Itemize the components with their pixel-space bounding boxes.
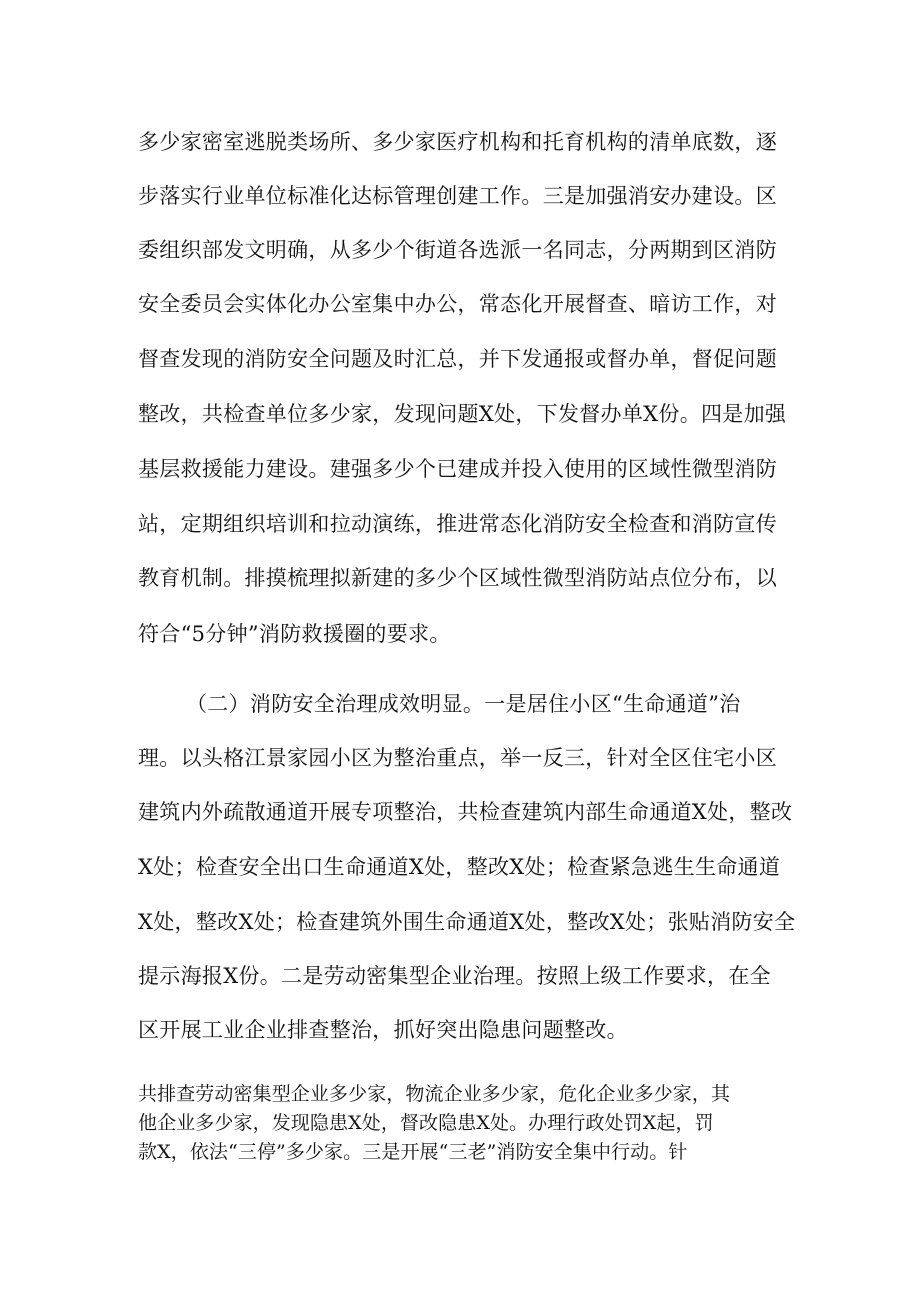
paragraph-1-line-10: 符合“5分钟”消防救援圈的要求。 bbox=[138, 622, 451, 646]
paragraph-3-line-2: 他企业多少家，发现隐患X处，督改隐患X处。办理行政处罚X起，罚 bbox=[138, 1112, 714, 1134]
paragraph-1-line-9: 教育机制。排摸梳理拟新建的多少个区域性微型消防站点位分布，以 bbox=[138, 566, 777, 590]
paragraph-1-line-4: 安全委员会实体化办公室集中办公，常态化开展督查、暗访工作，对 bbox=[138, 292, 777, 316]
paragraph-2-line-2: 理。以头格江景家园小区为整治重点，举一反三，针对全区住宅小区 bbox=[138, 746, 777, 770]
paragraph-1-line-7: 基层救援能力建设。建强多少个已建成并投入使用的区域性微型消防 bbox=[138, 457, 777, 481]
paragraph-2-line-7: 区开展工业企业排查整治，抓好突出隐患问题整改。 bbox=[138, 1018, 628, 1042]
paragraph-2-line-5: X处，整改X处；检查建筑外围生命通道X处，整改X处；张贴消防安全 bbox=[138, 910, 796, 934]
paragraph-2-line-6: 提示海报X份。二是劳动密集型企业治理。按照上级工作要求，在全 bbox=[138, 964, 771, 988]
paragraph-1-line-6: 整改，共检查单位多少家，发现问题X处，下发督办单X份。四是加强 bbox=[138, 402, 787, 426]
paragraph-1-line-5: 督查发现的消防安全问题及时汇总，并下发通报或督办单，督促问题 bbox=[138, 347, 777, 371]
paragraph-1-line-8: 站，定期组织培训和拉动演练，推进常态化消防安全检查和消防宣传 bbox=[138, 512, 777, 536]
paragraph-1-line-3: 委组织部发文明确，从多少个街道各选派一名同志，分两期到区消防 bbox=[138, 238, 777, 262]
paragraph-2-line-3: 建筑内外疏散通道开展专项整治，共检查建筑内部生命通道X处，整改 bbox=[138, 800, 793, 824]
paragraph-3-line-1: 共排查劳动密集型企业多少家，物流企业多少家，危化企业多少家，其 bbox=[138, 1083, 731, 1105]
paragraph-3-line-3: 款X，依法“三停”多少家。三是开展“三老”消防安全集中行动。针 bbox=[138, 1141, 688, 1163]
paragraph-1-line-1: 多少家密室逃脱类场所、多少家医疗机构和托育机构的清单底数，逐 bbox=[138, 130, 777, 154]
paragraph-1-line-2: 步落实行业单位标准化达标管理创建工作。三是加强消安办建设。区 bbox=[138, 184, 777, 208]
paragraph-2-line-4: X处；检查安全出口生命通道X处，整改X处；检查紧急逃生生命通道 bbox=[138, 855, 781, 879]
paragraph-2-line-1: （二）消防安全治理成效明显。一是居住小区“生命通道”治 bbox=[186, 692, 741, 716]
